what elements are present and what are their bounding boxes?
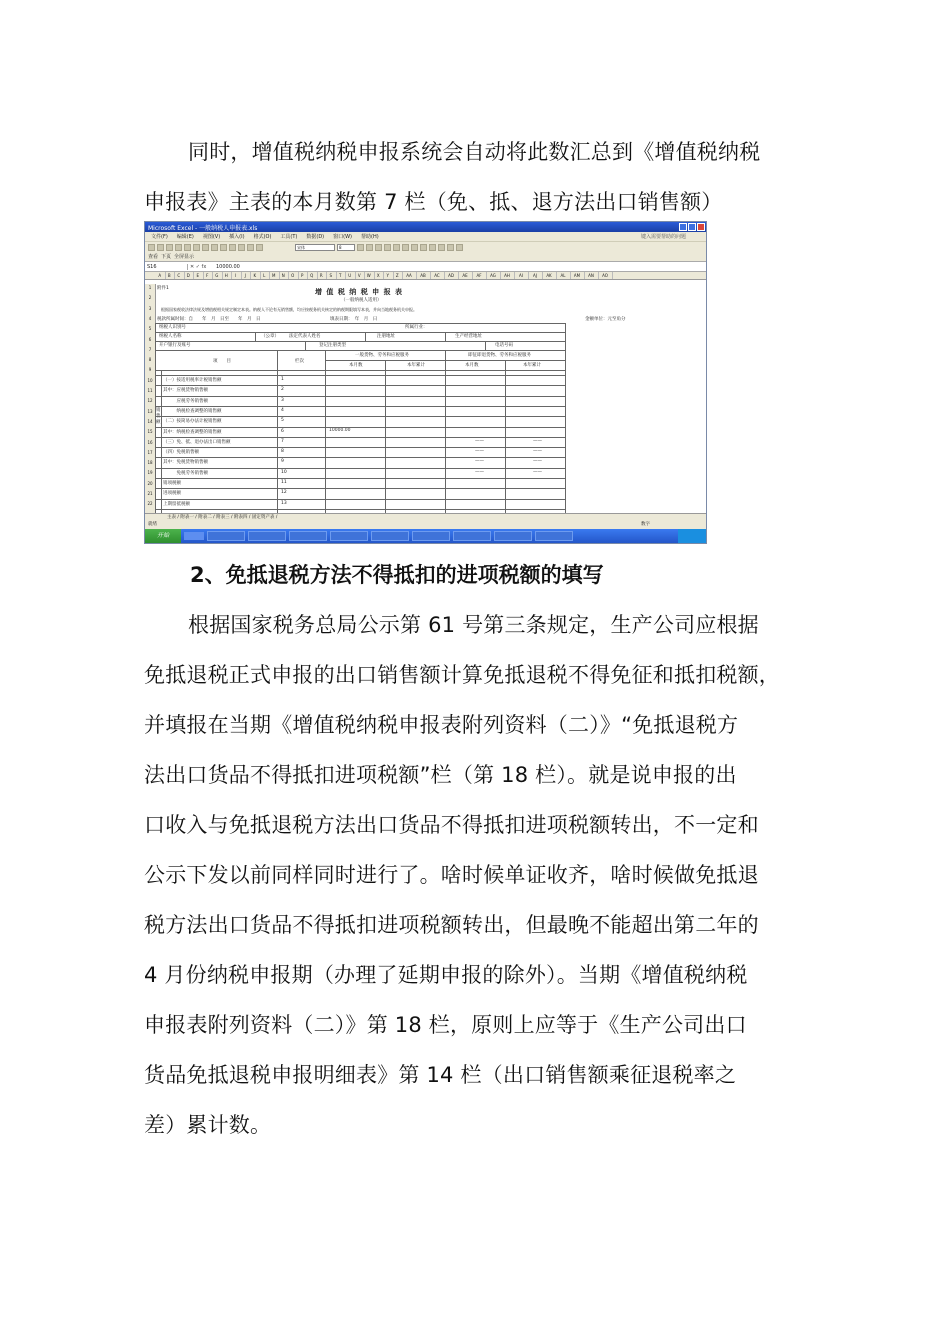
taxpayer-id-label: 纳税人识别号 (159, 325, 186, 330)
column-header[interactable]: Y (383, 272, 394, 279)
amount-unit: 金额单位：元至角分 (585, 317, 626, 322)
formula-input[interactable]: 10000.00 (216, 263, 240, 270)
row-header[interactable]: 22 (147, 501, 153, 507)
col-year-header-2: 本年累计 (523, 363, 541, 368)
column-header[interactable]: AC (430, 272, 445, 279)
row-header[interactable]: 21 (147, 491, 153, 496)
grid-line (155, 437, 565, 438)
text-line: 差）累计数。 (144, 1113, 272, 1137)
grid-line (155, 427, 565, 428)
column-header[interactable]: AD (444, 272, 459, 279)
formula-icon[interactable]: ✕ ✓ fx (190, 263, 207, 270)
form-title: 增 值 税 纳 税 申 报 表 (315, 288, 404, 296)
task-button[interactable] (248, 531, 286, 541)
grid-line (155, 488, 565, 489)
column-header[interactable]: N (279, 272, 290, 279)
close-icon[interactable] (697, 223, 705, 231)
text-line: 同时，增值税纳税申报系统会自动将此数汇总到《增值税纳税 (188, 140, 761, 164)
text-line: 根据国家税务总局公示第 61 号第三条规定，生产公司应根据 (188, 613, 759, 637)
grid-line (485, 341, 486, 350)
next-page-button[interactable]: 下页 (161, 254, 172, 260)
excel-screenshot (144, 221, 707, 544)
menu-item-format[interactable]: 格式(O) (253, 234, 272, 240)
menu-bar (145, 232, 706, 241)
menu-item-file[interactable]: 文件(F) (151, 234, 168, 240)
underline-icon[interactable] (375, 244, 382, 251)
windows-taskbar (145, 529, 706, 543)
grid-line (155, 341, 565, 342)
column-header[interactable]: AJ (528, 272, 543, 279)
selected-cell-value[interactable]: 10000.00 (329, 428, 351, 433)
column-header[interactable]: M (269, 272, 280, 279)
grid-line (155, 468, 565, 469)
grid-line (155, 323, 156, 513)
column-header[interactable]: AG (486, 272, 501, 279)
item-name: 销项税额 (163, 481, 181, 486)
grid-line (155, 396, 565, 397)
grid-line (277, 350, 278, 513)
grid-line (505, 360, 506, 513)
paragraph-intro (144, 127, 808, 227)
fill-date: 填表日期： 年 月 日 (330, 317, 378, 322)
item-name: 应税劳务销售额 (163, 398, 208, 404)
row-header[interactable]: 19 (147, 470, 153, 476)
row-header[interactable]: 8 (148, 357, 152, 363)
grid-line (155, 370, 565, 371)
menu-item-data[interactable]: 数据(D) (306, 234, 325, 240)
font-size-select[interactable]: 8 (337, 244, 355, 251)
text-line: 免抵退税正式申报的出口销售额计算免抵退税不得免征和抵扣税额， (144, 663, 780, 687)
help-search-box[interactable]: 键入需要帮助的问题 (640, 234, 686, 240)
section-heading: 2、免抵退税方法不得抵扣的进项税额的填写 (190, 563, 604, 587)
copy-icon[interactable] (202, 244, 209, 251)
task-button[interactable] (494, 531, 532, 541)
menu-item-help[interactable]: 帮助(H) (361, 234, 379, 240)
column-header[interactable]: T (336, 272, 347, 279)
font-color-icon[interactable] (456, 244, 463, 251)
item-name: （四）免税销售额 (163, 450, 199, 456)
borders-icon[interactable] (438, 244, 445, 251)
bold-icon[interactable] (357, 244, 364, 251)
new-icon[interactable] (148, 244, 155, 251)
window-controls (679, 223, 706, 231)
status-bar (145, 521, 706, 529)
grid-line (385, 360, 386, 513)
grid-line (155, 350, 565, 351)
task-button[interactable] (289, 531, 327, 541)
form-instruction: 根据国家税收法律法规及增值税相关规定制定本表。纳税人不论有无销售额，均应按税务机关核定的纳税期限填写本表，并向当地税务机关申报。 (161, 307, 417, 312)
column-header[interactable]: Q (307, 272, 318, 279)
row-header[interactable]: 7 (148, 346, 152, 352)
align-center-icon[interactable] (393, 244, 400, 251)
col-refund-header: 即征即退货物、劳务和应税服务 (468, 353, 531, 358)
item-name: 其中：应税货物销售额 (163, 388, 208, 394)
redo-icon[interactable] (229, 244, 236, 251)
item-line: 12 (281, 490, 287, 496)
side-label-sales: 销 额 (156, 408, 161, 425)
text-line: 申报表附列资料（二）》第 18 栏，原则上应等于《生产公司出口 (144, 1013, 747, 1037)
item-line: 11 (281, 480, 287, 485)
item-line: 10 (281, 469, 287, 475)
row-header[interactable]: 5 (148, 326, 152, 332)
sheet-tabs[interactable]: 主表 / 附表一 / 附表二 / 附表三 / 附表四 / 固定资产表 / (145, 513, 706, 521)
item-name: （一）按适用税率计税销售额 (163, 378, 222, 383)
grid-line (305, 341, 306, 350)
item-name: 纳税检查调整的销售额 (163, 408, 222, 414)
column-header[interactable]: AH (500, 272, 515, 279)
column-header[interactable]: F (203, 272, 214, 279)
view-button[interactable]: 查看 (148, 254, 159, 260)
row-header[interactable]: 13 (147, 408, 153, 414)
maximize-icon[interactable] (688, 223, 696, 231)
row-header[interactable]: 10 (147, 377, 153, 383)
start-button[interactable]: 开始 (145, 529, 181, 543)
item-line: 6 (281, 428, 284, 434)
col-general-header: 一般货物、劳务和应税服务 (355, 353, 409, 358)
menu-item-view[interactable]: 视图(V) (202, 234, 221, 240)
column-header[interactable]: AO (598, 272, 613, 279)
item-line: 3 (281, 397, 284, 403)
item-name: 免税劳务销售额 (163, 470, 208, 476)
percent-icon[interactable] (429, 244, 436, 251)
text-line: 并填报在当期《增值税纳税申报表附列资料（二）》“免抵退税方 (144, 713, 739, 737)
menu-item-tools[interactable]: 工具(T) (280, 234, 298, 240)
task-button[interactable] (207, 531, 245, 541)
tax-period: 税款所属时间：自 年 月 日至 年 月 日 (157, 317, 261, 322)
grid-line (155, 509, 565, 510)
align-left-icon[interactable] (384, 244, 391, 251)
col-year-header: 本年累计 (407, 363, 425, 368)
grid-line (155, 332, 565, 333)
column-header[interactable]: Z (393, 272, 404, 279)
text-line: 口收入与免抵退税方法出口货品不得抵扣进项税额转出，不一定和 (144, 813, 759, 837)
item-name: （二）按简易办法计税销售额 (163, 419, 222, 425)
grid-line (155, 499, 565, 500)
fill-color-icon[interactable] (447, 244, 454, 251)
form-subtitle: （一般纳税人适用） (341, 298, 382, 303)
cut-icon[interactable] (193, 244, 200, 251)
col-month-header-2: 本月数 (465, 363, 479, 368)
row-header[interactable]: 3 (148, 305, 152, 311)
dash-cell: —— (533, 469, 542, 475)
item-name: 上期留抵税额 (163, 501, 190, 507)
task-button[interactable] (535, 531, 573, 541)
grid-line (325, 350, 326, 513)
row-header[interactable]: 11 (147, 388, 153, 393)
standard-toolbar (145, 241, 706, 252)
column-header[interactable]: X (374, 272, 385, 279)
row-header[interactable]: 18 (147, 460, 153, 466)
col-line-header: 栏次 (295, 359, 304, 364)
window-titlebar (145, 222, 706, 232)
sort-icon[interactable] (247, 244, 254, 251)
row-header[interactable]: 16 (147, 439, 153, 445)
column-header[interactable]: H (222, 272, 233, 279)
grid-line (445, 350, 446, 513)
merge-icon[interactable] (411, 244, 418, 251)
paste-icon[interactable] (211, 244, 218, 251)
grid-line (155, 457, 565, 458)
quicklaunch-icon[interactable] (184, 532, 204, 540)
row-header[interactable]: 2 (148, 295, 152, 301)
column-header[interactable]: S (326, 272, 337, 279)
dash-cell: —— (475, 449, 484, 455)
item-line: 13 (281, 500, 287, 506)
row-header[interactable]: 6 (148, 336, 152, 342)
dash-cell: —— (475, 469, 484, 475)
currency-icon[interactable] (420, 244, 427, 251)
column-header[interactable]: AK (542, 272, 557, 279)
column-header[interactable]: E (193, 272, 204, 279)
column-header[interactable]: O (288, 272, 299, 279)
row-header[interactable]: 9 (148, 367, 152, 373)
formula-bar (145, 261, 706, 272)
taxpayer-name-label: 纳税人名称 (159, 334, 182, 339)
column-header[interactable]: G (212, 272, 223, 279)
menu-item-window[interactable]: 窗口(W) (333, 234, 352, 240)
col-month-header: 本月数 (349, 363, 363, 368)
phone-label: 电话号码 (495, 343, 513, 348)
column-header[interactable]: AE (458, 272, 473, 279)
item-line: 1 (281, 377, 284, 382)
preview-toolbar (145, 252, 706, 261)
grid-line (161, 370, 162, 513)
row-header[interactable]: 12 (147, 398, 153, 404)
align-right-icon[interactable] (402, 244, 409, 251)
task-button[interactable] (453, 531, 491, 541)
grid-line (155, 375, 565, 376)
column-headers (145, 272, 706, 280)
reg-type-label: 登记注册类型 (319, 343, 346, 348)
task-button[interactable] (371, 531, 409, 541)
dash-cell: —— (475, 438, 484, 444)
item-line: 2 (281, 387, 284, 393)
column-header[interactable]: AL (556, 272, 571, 279)
worksheet-grid[interactable] (145, 284, 706, 513)
column-header[interactable]: U (345, 272, 356, 279)
row-header[interactable]: 17 (147, 449, 153, 455)
column-header[interactable]: V (355, 272, 366, 279)
text-line: 货品免抵退税申报明细表》第 14 栏（出口销售额乘征退税率之 (144, 1063, 737, 1087)
task-button[interactable] (330, 531, 368, 541)
text-line: 申报表》主表的本月数第 7 栏（免、抵、退方法出口销售额） (144, 190, 723, 214)
sum-icon[interactable] (238, 244, 245, 251)
column-header[interactable]: C (174, 272, 185, 279)
undo-icon[interactable] (220, 244, 227, 251)
reg-address-label: 注册地址 (377, 334, 395, 339)
industry-label: 所属行业： (405, 325, 428, 330)
column-header[interactable]: L (260, 272, 271, 279)
row-header[interactable]: 15 (147, 429, 153, 435)
column-header[interactable]: AB (416, 272, 431, 279)
column-header[interactable]: AF (472, 272, 487, 279)
grid-line (155, 478, 565, 479)
item-line: 5 (281, 418, 284, 424)
dash-cell: —— (533, 438, 542, 444)
text-line: 4 月份纳税申报期（办理了延期申报的除外）。当期《增值税纳税 (144, 963, 748, 987)
item-line: 9 (281, 459, 284, 465)
grid-line (155, 385, 565, 386)
column-header[interactable]: J (241, 272, 252, 279)
italic-icon[interactable] (366, 244, 373, 251)
seal-label: （公章） (261, 334, 279, 339)
dash-cell: —— (475, 459, 484, 465)
row-header[interactable]: 20 (147, 480, 153, 486)
item-name: 其中：纳税检查调整的销售额 (163, 429, 222, 435)
item-line: 4 (281, 407, 284, 413)
open-icon[interactable] (157, 244, 164, 251)
grid-line (365, 332, 366, 341)
window-title: Microsoft Excel - 一般纳税人申报表.xls (148, 224, 258, 232)
column-header[interactable]: R (317, 272, 328, 279)
grid-line (565, 323, 566, 513)
column-header[interactable]: AM (570, 272, 585, 279)
item-line: 7 (281, 438, 284, 444)
bank-account-label: 开户银行及账号 (159, 343, 191, 348)
grid-line (255, 332, 256, 341)
tax-return-form (155, 284, 706, 513)
save-icon[interactable] (166, 244, 173, 251)
task-button[interactable] (412, 531, 450, 541)
text-line: 公示下发以前同样同时进行了。啥时候单证收齐，啥时候做免抵退 (144, 863, 759, 887)
legal-rep-label: 法定代表人姓名 (289, 334, 321, 339)
status-left: 就绪 (148, 522, 157, 527)
paragraph-main (144, 600, 808, 1150)
grid-line (155, 323, 565, 324)
column-header[interactable]: AI (514, 272, 529, 279)
dash-cell: —— (533, 449, 542, 455)
biz-address-label: 生产经营地址 (455, 334, 482, 339)
col-item-header: 项 目 (213, 359, 231, 364)
column-header[interactable]: I (231, 272, 242, 279)
column-header[interactable]: AN (584, 272, 599, 279)
print-icon[interactable] (175, 244, 182, 251)
column-header[interactable]: B (165, 272, 176, 279)
text-line: 税方法出口货品不得抵扣进项税额转出，但最晚不能超出第二年的 (144, 913, 759, 937)
name-box[interactable]: S16 (145, 264, 188, 270)
status-right: 数字 (641, 522, 650, 527)
item-line: 8 (281, 449, 284, 455)
item-name: 进项税额 (163, 491, 181, 497)
minimize-icon[interactable] (679, 223, 687, 231)
column-header[interactable]: AA (402, 272, 417, 279)
row-header[interactable]: 14 (147, 418, 153, 424)
fullscreen-button[interactable]: 全屏显示 (174, 254, 195, 260)
row-header[interactable]: 1 (148, 285, 152, 290)
dash-cell: —— (533, 459, 542, 465)
row-header[interactable]: 4 (148, 315, 152, 321)
font-name-select[interactable]: 宋体 (295, 244, 335, 251)
column-header[interactable]: W (364, 272, 375, 279)
item-name: （三）免、抵、退办法出口销售额 (163, 439, 231, 445)
grid-line (155, 447, 565, 448)
column-header[interactable]: D (184, 272, 195, 279)
attachment-label: 附件1 (157, 286, 169, 291)
item-name: 其中：免税货物销售额 (163, 460, 208, 466)
column-header[interactable]: K (250, 272, 261, 279)
text-line: 法出口货品不得抵扣进项税额”栏（第 18 栏）。就是说申报的出 (144, 763, 737, 787)
grid-line (155, 406, 565, 407)
system-tray (678, 529, 706, 543)
grid-line (155, 416, 565, 417)
column-header[interactable]: P (298, 272, 309, 279)
column-header[interactable]: A (155, 272, 166, 279)
menu-item-edit[interactable]: 编辑(E) (176, 234, 194, 240)
chart-icon[interactable] (256, 244, 263, 251)
preview-icon[interactable] (184, 244, 191, 251)
grid-line (445, 332, 446, 341)
menu-item-insert[interactable]: 插入(I) (229, 234, 245, 240)
